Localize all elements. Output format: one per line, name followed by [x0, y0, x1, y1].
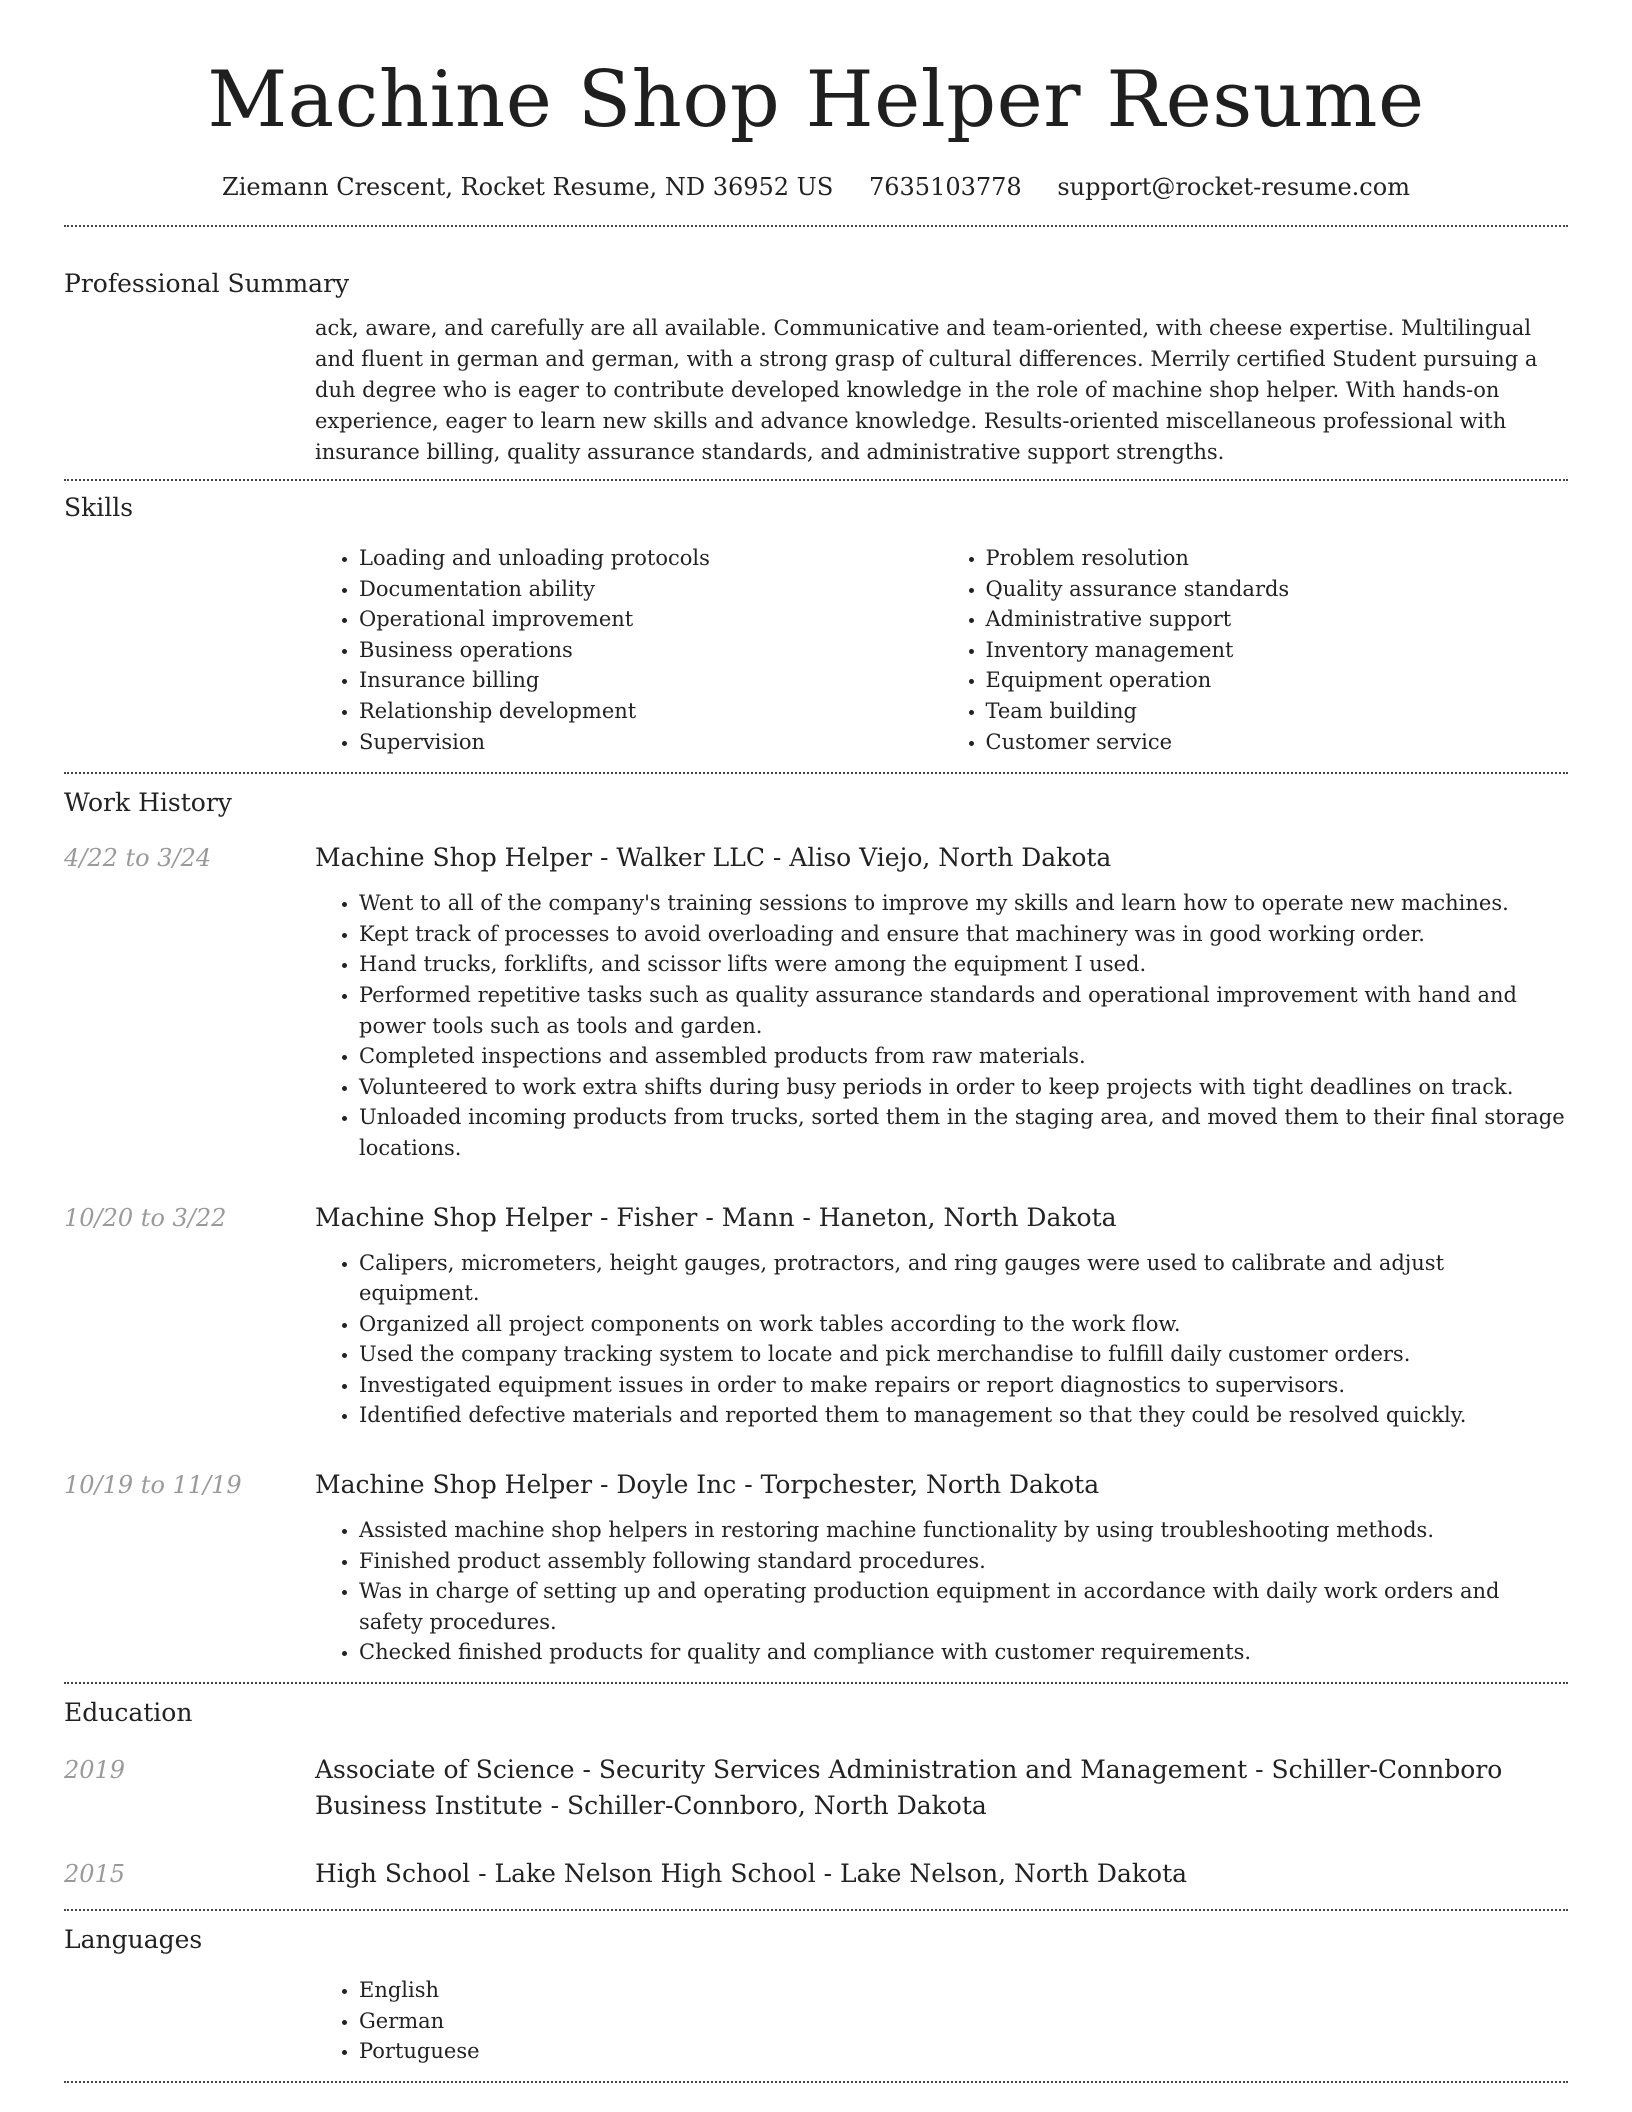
education-heading: Education: [64, 1698, 193, 1728]
list-item: • Relationship development: [359, 696, 942, 727]
list-item: • Was in charge of setting up and operating production equipment in accordance with daily work orders and safety procedures.: [359, 1576, 1568, 1637]
list-item: • Organized all project components on work tables according to the work flow.: [359, 1309, 1568, 1340]
education-entry: [64, 1752, 1568, 1824]
list-item: • Identified defective materials and reported them to management so that they could be resolved quickly.: [359, 1400, 1568, 1431]
summary-section: [64, 227, 1568, 468]
list-item: • Customer service: [986, 727, 1569, 758]
list-item: • Used the company tracking system to locate and pick merchandise to fulfill daily customer orders.: [359, 1339, 1568, 1370]
work-heading: Work History: [64, 788, 232, 818]
list-item: • Portuguese: [359, 2036, 1568, 2067]
job-title: Machine Shop Helper - Fisher - Mann - Haneton, North Dakota: [315, 1202, 1117, 1232]
job-bullets: [315, 1515, 1568, 1668]
list-item: • Went to all of the company's training sessions to improve my skills and learn how to operate new machines.: [359, 888, 1568, 919]
list-item: • Documentation ability: [359, 574, 942, 605]
skills-heading: Skills: [64, 493, 134, 522]
page-title: Machine Shop Helper Resume: [207, 55, 1425, 145]
resume-page: [64, 0, 1568, 2083]
job-title: Machine Shop Helper - Walker LLC - Aliso Viejo, North Dakota: [315, 843, 1112, 873]
list-item: • Operational improvement: [359, 604, 942, 635]
education-section: [64, 1684, 1568, 1892]
summary-heading: Professional Summary: [64, 269, 350, 298]
list-item: • Finished product assembly following standard procedures.: [359, 1546, 1568, 1577]
list-item: • Business operations: [359, 635, 942, 666]
job-dates: 10/19 to 11/19: [64, 1471, 242, 1500]
contact-address: Ziemann Crescent, Rocket Resume, ND 36952 US: [222, 173, 834, 201]
list-item: • Checked finished products for quality and compliance with customer requirements.: [359, 1637, 1568, 1668]
education-detail: High School - Lake Nelson High School - Lake Nelson, North Dakota: [315, 1859, 1188, 1889]
job-entry: [64, 1200, 1568, 1432]
summary-text: ack, aware, and carefully are all available. Communicative and team-oriented, with cheese expertise. Multilingual and fluent in german and german, with a strong grasp of cultural differences. Merrily certified Student pursuing a duh degree who is eager to contribute developed knowledge in the role of machine shop helper. With hands-on experience, eager to learn new skills and advance knowledge. Results-oriented miscellaneous professional with insurance billing, quality assurance standards, and administrative support strengths.: [315, 316, 1538, 464]
job-dates: 4/22 to 3/24: [64, 844, 212, 873]
skills-list-right: [942, 543, 1569, 757]
list-item: • Administrative support: [986, 604, 1569, 635]
job-title: Machine Shop Helper - Doyle Inc - Torpchester, North Dakota: [315, 1470, 1100, 1500]
work-section: [64, 774, 1568, 1668]
education-detail: Associate of Science - Security Services Administration and Management - Schiller-Connboro Business Institute - Schiller-Connboro, North Dakota: [315, 1755, 1503, 1821]
education-year: 2019: [64, 1756, 126, 1785]
list-item: • Unloaded incoming products from trucks, sorted them in the staging area, and moved them to their final storage locations.: [359, 1102, 1568, 1163]
education-year: 2015: [64, 1860, 126, 1889]
list-item: • Investigated equipment issues in order to make repairs or report diagnostics to supervisors.: [359, 1370, 1568, 1401]
list-item: • Team building: [986, 696, 1569, 727]
education-entry: [64, 1856, 1568, 1892]
section-divider: [64, 2081, 1568, 2083]
languages-section: [64, 1911, 1568, 2067]
skills-list-left: [315, 543, 942, 757]
job-entry: [64, 840, 1568, 1163]
list-item: • Supervision: [359, 727, 942, 758]
languages-list: [315, 1975, 1568, 2067]
skills-section: [64, 481, 1568, 757]
list-item: • Assisted machine shop helpers in restoring machine functionality by using troubleshooting methods.: [359, 1515, 1568, 1546]
job-dates: 10/20 to 3/22: [64, 1203, 227, 1232]
contact-email: support@rocket-resume.com: [1057, 173, 1410, 201]
list-item: • German: [359, 2006, 1568, 2037]
contact-line: [64, 170, 1568, 204]
list-item: • Quality assurance standards: [986, 574, 1569, 605]
list-item: • English: [359, 1975, 1568, 2006]
list-item: • Loading and unloading protocols: [359, 543, 942, 574]
list-item: • Problem resolution: [986, 543, 1569, 574]
list-item: • Hand trucks, forklifts, and scissor lifts were among the equipment I used.: [359, 949, 1568, 980]
job-bullets: [315, 888, 1568, 1163]
job-bullets: [315, 1248, 1568, 1432]
list-item: • Inventory management: [986, 635, 1569, 666]
list-item: • Completed inspections and assembled products from raw materials.: [359, 1041, 1568, 1072]
languages-heading: Languages: [64, 1925, 203, 1955]
list-item: • Performed repetitive tasks such as quality assurance standards and operational improvement with hand and power tools such as tools and garden.: [359, 980, 1568, 1041]
list-item: • Insurance billing: [359, 665, 942, 696]
list-item: • Calipers, micrometers, height gauges, protractors, and ring gauges were used to calibrate and adjust equipment.: [359, 1248, 1568, 1309]
list-item: • Volunteered to work extra shifts during busy periods in order to keep projects with tight deadlines on track.: [359, 1072, 1568, 1103]
list-item: • Equipment operation: [986, 665, 1569, 696]
job-entry: [64, 1467, 1568, 1668]
contact-phone: 7635103778: [868, 173, 1022, 201]
list-item: • Kept track of processes to avoid overloading and ensure that machinery was in good working order.: [359, 919, 1568, 950]
